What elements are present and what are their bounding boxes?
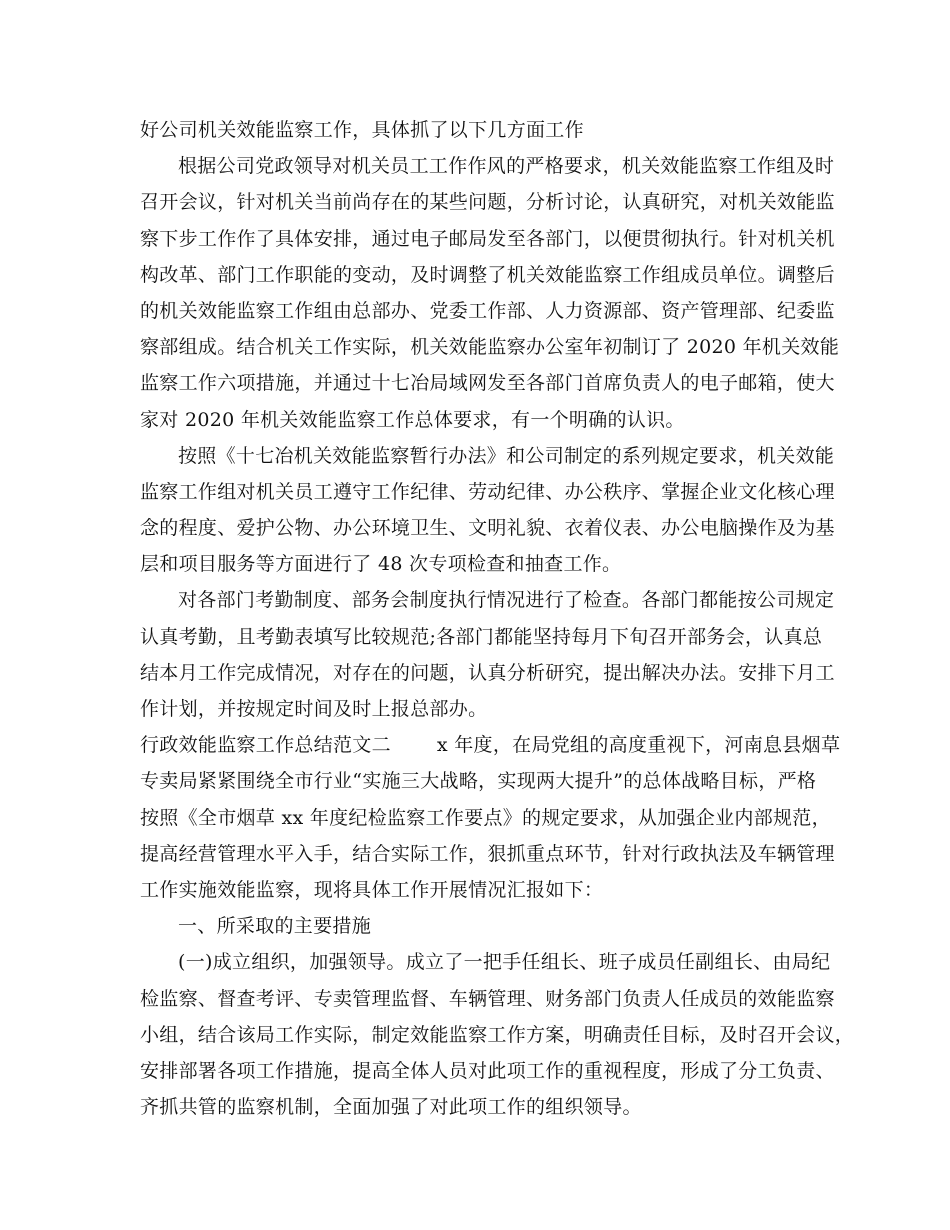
text-line: 召开会议，针对机关当前尚存在的某些问题，分析讨论，认真研究，对机关效能监 bbox=[140, 191, 835, 214]
text-line: 工作实施效能监察，现将具体工作开展情况汇报如下： bbox=[140, 878, 604, 901]
text-line: 监察工作组对机关员工遵守工作纪律、劳动纪律、办公秩序、掌握企业文化核心理 bbox=[140, 480, 835, 503]
text-line: 家对 2020 年机关效能监察工作总体要求，有一个明确的认识。 bbox=[140, 408, 685, 431]
paragraph-start-line: 按照《十七冶机关效能监察暂行办法》和公司制定的系列规定要求，机关效能 bbox=[178, 444, 835, 467]
heading-line: 一、所采取的主要措施 bbox=[178, 915, 372, 938]
text-line: 结本月工作完成情况，对存在的问题，认真分析研究，提出解决办法。安排下月工 bbox=[140, 661, 835, 684]
text-line: 构改革、部门工作职能的变动，及时调整了机关效能监察工作组成员单位。调整后 bbox=[140, 263, 835, 286]
text-line: 好公司机关效能监察工作，具体抓了以下几方面工作 bbox=[140, 119, 584, 141]
text-line: 念的程度、爱护公物、办公环境卫生、文明礼貌、衣着仪表、办公电脑操作及为基 bbox=[140, 517, 835, 540]
text-line: 察下步工作作了具体安排，通过电子邮局发至各部门，以便贯彻执行。针对机关机 bbox=[140, 227, 835, 250]
text-line: 齐抓共管的监察机制，全面加强了对此项工作的组织领导。 bbox=[140, 1096, 642, 1119]
text-line: 按照《全市烟草 xx 年度纪检监察工作要点》的规定要求，从加强企业内部规范， bbox=[140, 806, 831, 829]
text-line: 层和项目服务等方面进行了 48 次专项检查和抽查工作。 bbox=[140, 553, 622, 576]
text-line: 的机关效能监察工作组由总部办、党委工作部、人力资源部、资产管理部、纪委监 bbox=[140, 299, 835, 322]
section-lead-text: x 年度，在局党组的高度重视下，河南息县烟草 bbox=[436, 734, 841, 757]
text-line: 察部组成。结合机关工作实际，机关效能监察办公室年初制订了 2020 年机关效能 bbox=[140, 336, 840, 359]
section-title-line bbox=[140, 727, 840, 763]
paragraph-start-line: (一)成立组织，加强领导。成立了一把手任组长、班子成员任副组长、由局纪 bbox=[178, 951, 831, 974]
text-line: 作计划，并按规定时间及时上报总部办。 bbox=[140, 698, 488, 720]
text-line: 认真考勤，且考勤表填写比较规范;各部门都能坚持每月下旬召开部务会，认真总 bbox=[140, 625, 823, 648]
section-title: 行政效能监察工作总结范文二 bbox=[140, 734, 391, 757]
text-line: 检监察、督查考评、专卖管理监督、车辆管理、财务部门负责人任成员的效能监察 bbox=[140, 987, 835, 1010]
text-line: 安排部署各项工作措施，提高全体人员对此项工作的重视程度，形成了分工负责、 bbox=[140, 1059, 835, 1082]
document-body bbox=[140, 112, 855, 1125]
paragraph-start-line: 对各部门考勤制度、部务会制度执行情况进行了检查。各部门都能按公司规定 bbox=[178, 589, 835, 612]
paragraph-start-line: 根据公司党政领导对机关员工工作作风的严格要求，机关效能监察工作组及时 bbox=[178, 155, 835, 178]
text-line: 小组，结合该局工作实际，制定效能监察工作方案，明确责任目标，及时召开会议， bbox=[140, 1023, 855, 1046]
text-line: 专卖局紧紧围绕全市行业“实施三大战略，实现两大提升”的总体战略目标，严格 bbox=[140, 770, 817, 793]
text-line: 提高经营管理水平入手，结合实际工作，狠抓重点环节，针对行政执法及车辆管理 bbox=[140, 842, 835, 865]
text-line: 监察工作六项措施，并通过十七冶局域网发至各部门首席负责人的电子邮箱，使大 bbox=[140, 372, 835, 395]
